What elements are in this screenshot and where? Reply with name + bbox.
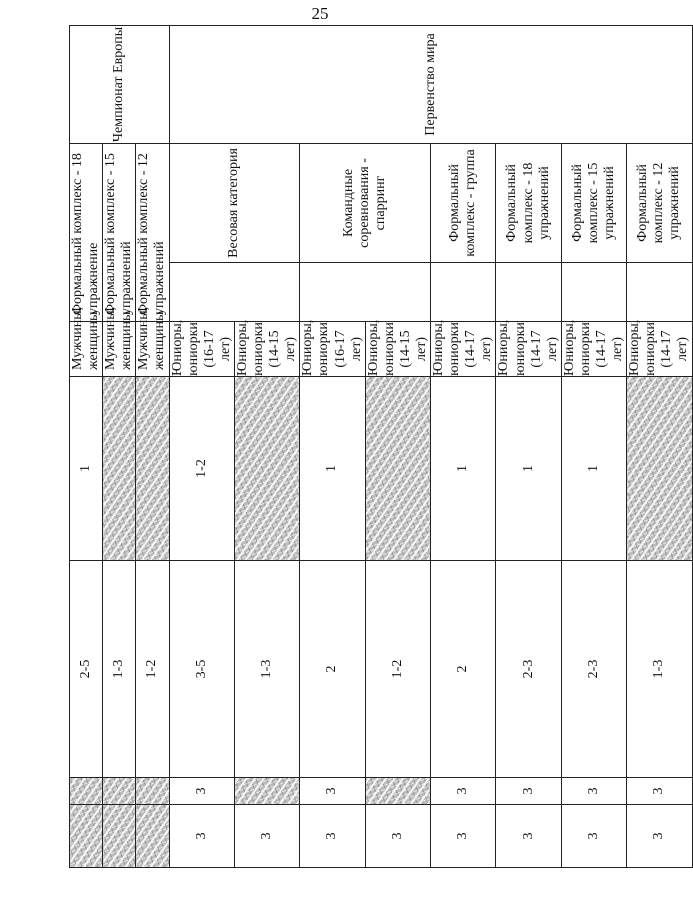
cell-v3 <box>169 778 234 805</box>
cell-v2 <box>169 561 234 778</box>
cell-v2-text: 2-3 <box>585 659 601 679</box>
cell-discipline <box>169 143 300 262</box>
cell-discipline-text: Формальный комплекс - 15 упражнений <box>569 162 618 244</box>
cell-v4 <box>300 805 365 868</box>
cell-v1 <box>136 377 169 561</box>
cell-v1 <box>431 377 496 561</box>
cell-v4-text: 3 <box>585 832 601 840</box>
cell-v2 <box>136 561 169 778</box>
cell-v2-text: 1-2 <box>144 659 160 679</box>
cell-category <box>136 306 169 377</box>
cell-v4 <box>496 805 561 868</box>
cell-v4-text: 3 <box>651 832 667 840</box>
cell-category <box>561 319 626 377</box>
cell-category <box>431 319 496 377</box>
cell-category-text: Мужчины, женщины <box>103 306 135 370</box>
cell-discipline <box>561 143 626 262</box>
cell-v3-text: 3 <box>193 787 209 795</box>
cell-v3-text: 3 <box>324 787 340 795</box>
cell-v4-text: 3 <box>193 832 209 840</box>
cell-v4-text: 3 <box>259 832 275 840</box>
cell-v4 <box>70 805 103 868</box>
cell-v2 <box>300 561 365 778</box>
table-row <box>300 25 365 867</box>
cell-v4 <box>169 805 234 868</box>
cell-v4 <box>561 805 626 868</box>
table-row <box>103 25 136 867</box>
cell-discipline-text: Весовая категория <box>226 148 242 258</box>
cell-category <box>70 306 103 377</box>
cell-championship <box>169 25 692 143</box>
cell-category-text: Юниоры, юниорки (14-17 лет) <box>561 319 626 376</box>
cell-v2 <box>365 561 430 778</box>
results-table <box>69 25 693 868</box>
cell-discipline-text: Формальный комплекс - 12 упражнений <box>136 153 168 315</box>
cell-discipline <box>431 143 496 262</box>
cell-category-text: Юниоры, юниорки (14-17 лет) <box>496 319 560 376</box>
cell-v4-text: 3 <box>389 832 405 840</box>
cell-v1 <box>300 377 365 561</box>
table-row <box>70 25 103 867</box>
cell-v3 <box>70 778 103 805</box>
cell-championship <box>70 25 170 143</box>
table-row <box>431 25 496 867</box>
cell-discipline <box>70 143 103 321</box>
cell-category-text: Юниоры, юниорки (14-17 лет) <box>431 319 495 376</box>
cell-v3 <box>561 778 626 805</box>
cell-v4 <box>103 805 136 868</box>
cell-category <box>300 319 365 377</box>
cell-v1 <box>627 377 692 561</box>
cell-category-text: Мужчины, женщины <box>70 306 102 370</box>
cell-discipline <box>136 143 169 321</box>
cell-empty <box>561 263 626 322</box>
cell-v1 <box>496 377 561 561</box>
cell-v3-text: 3 <box>520 787 536 795</box>
table-row <box>136 25 169 867</box>
cell-discipline-text: Формальный комплекс - 18 упражнение <box>70 153 102 315</box>
cell-v1 <box>103 377 136 561</box>
cell-v3 <box>365 778 430 805</box>
cell-v1-text: 1 <box>324 465 340 472</box>
cell-v2 <box>234 561 299 778</box>
cell-v4-text: 3 <box>520 832 536 840</box>
cell-v2 <box>627 561 692 778</box>
cell-v3-text: 3 <box>455 787 471 795</box>
cell-category-text: Мужчины, женщины <box>136 306 168 370</box>
cell-v1 <box>561 377 626 561</box>
cell-v2 <box>70 561 103 778</box>
cell-category-text: Юниоры, юниорки (16-17 лет) <box>300 319 364 376</box>
cell-discipline-text: Формальный комплекс - группа <box>447 149 479 257</box>
cell-empty <box>169 263 300 322</box>
cell-category-text: Юниоры, юниорки (16-17 лет) <box>169 319 233 376</box>
cell-v2-text: 2 <box>324 665 340 673</box>
cell-v3-text: 3 <box>651 787 667 795</box>
cell-v2-text: 2-5 <box>78 659 94 679</box>
cell-v2 <box>561 561 626 778</box>
cell-v4 <box>365 805 430 868</box>
cell-v2-text: 2-3 <box>520 659 536 679</box>
cell-v1-text: 1 <box>78 465 94 472</box>
cell-v3 <box>136 778 169 805</box>
cell-discipline <box>300 143 431 262</box>
cell-category-text: Юниоры, юниорки (14-15 лет) <box>365 319 429 376</box>
cell-v2-text: 2 <box>455 665 471 673</box>
page-number: 25 <box>311 4 329 23</box>
cell-championship-text: Чемпионат Европы <box>111 26 127 143</box>
cell-v4 <box>136 805 169 868</box>
cell-discipline <box>103 143 136 321</box>
cell-v1-text: 1 <box>455 465 471 472</box>
cell-v3 <box>103 778 136 805</box>
rotated-table-container <box>69 26 691 868</box>
cell-v2-text: 1-3 <box>259 659 275 679</box>
cell-category-text: Юниоры, юниорки (14-15 лет) <box>234 319 299 376</box>
cell-discipline-text: Командные соревнования - спарринг <box>341 158 389 248</box>
cell-v4-text: 3 <box>324 832 340 840</box>
cell-v4 <box>431 805 496 868</box>
table-frame <box>69 26 691 868</box>
cell-empty <box>627 263 692 322</box>
cell-category <box>496 319 561 377</box>
cell-v1 <box>365 377 430 561</box>
cell-category-text: Юниоры, юниорки (14-17 лет) <box>627 319 691 376</box>
cell-v3 <box>431 778 496 805</box>
cell-category <box>169 319 234 377</box>
cell-v4 <box>627 805 692 868</box>
cell-v3 <box>496 778 561 805</box>
cell-v2-text: 1-3 <box>111 659 127 679</box>
cell-discipline-text: Формальный комплекс - 15 упражнений <box>103 153 135 315</box>
cell-category <box>234 319 299 377</box>
cell-v2 <box>496 561 561 778</box>
cell-category <box>365 319 430 377</box>
cell-category <box>103 306 136 377</box>
cell-v3 <box>627 778 692 805</box>
cell-v3 <box>300 778 365 805</box>
cell-discipline-text: Формальный комплекс - 12 упражнений <box>635 162 683 244</box>
cell-v4-text: 3 <box>455 832 471 840</box>
cell-category <box>627 319 692 377</box>
table-row <box>561 25 626 867</box>
cell-v2-text: 1-3 <box>651 659 667 679</box>
cell-discipline-text: Формальный комплекс - 18 упражнений <box>504 162 552 244</box>
cell-v2 <box>103 561 136 778</box>
cell-v3 <box>234 778 299 805</box>
cell-v1-text: 1 <box>520 465 536 472</box>
cell-discipline <box>627 143 692 262</box>
table-row <box>169 25 234 867</box>
cell-v2-text: 1-2 <box>389 659 405 679</box>
cell-empty <box>431 263 496 322</box>
cell-championship-text: Первенство мира <box>422 33 438 136</box>
cell-v2 <box>431 561 496 778</box>
cell-discipline <box>496 143 561 262</box>
cell-empty <box>300 263 431 322</box>
table-row <box>627 25 692 867</box>
cell-v1 <box>70 377 103 561</box>
cell-v3-text: 3 <box>585 787 601 795</box>
table-row <box>496 25 561 867</box>
cell-v1 <box>234 377 299 561</box>
cell-v2-text: 3-5 <box>193 659 209 679</box>
cell-v1 <box>169 377 234 561</box>
cell-v1-text: 1 <box>585 465 601 472</box>
cell-empty <box>496 263 561 322</box>
cell-v4 <box>234 805 299 868</box>
cell-v1-text: 1-2 <box>193 459 209 478</box>
